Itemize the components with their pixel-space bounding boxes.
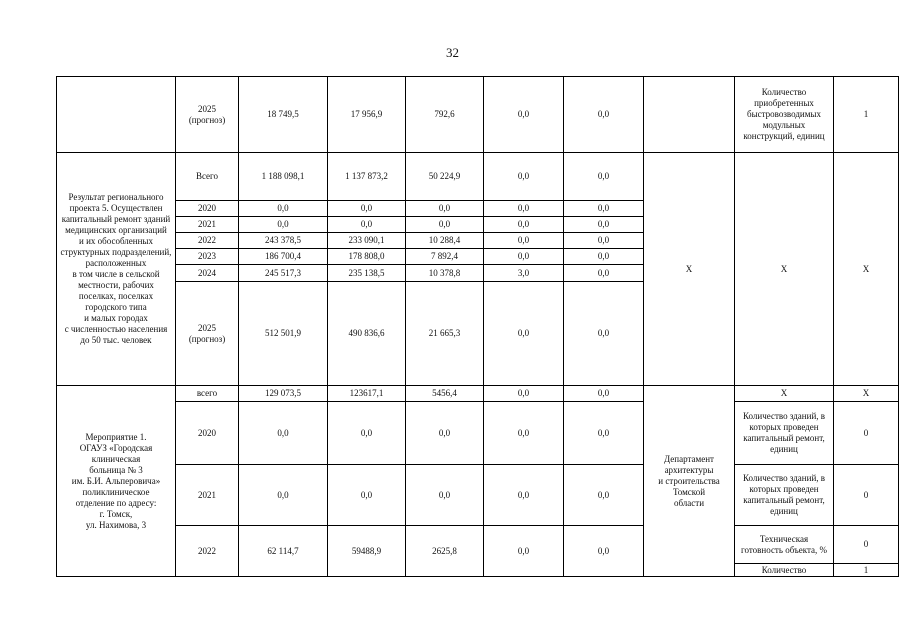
local-cell: 0,0 [484, 402, 564, 465]
table-row [57, 153, 899, 201]
local-cell: 3,0 [484, 265, 564, 282]
federal-cell: 0,0 [328, 402, 406, 465]
total-cell: 0,0 [239, 217, 328, 233]
total-cell: 0,0 [239, 201, 328, 217]
table-row [57, 465, 899, 526]
regional-cell: 10 378,8 [406, 265, 484, 282]
table-row [57, 402, 899, 465]
regional-cell: 0,0 [406, 402, 484, 465]
total-cell: 245 517,3 [239, 265, 328, 282]
period-cell: 2021 [176, 217, 239, 233]
regional-cell: 10 288,4 [406, 233, 484, 249]
local-cell: 0,0 [484, 465, 564, 526]
local-cell: 0,0 [484, 217, 564, 233]
extrabudget-cell: 0,0 [564, 77, 644, 153]
total-cell: 512 501,9 [239, 282, 328, 386]
local-cell: 0,0 [484, 249, 564, 265]
executor-cell [644, 77, 735, 153]
extrabudget-cell: 0,0 [564, 201, 644, 217]
local-cell: 0,0 [484, 233, 564, 249]
period-cell: 2025 (прогноз) [176, 77, 239, 153]
indicator-cell: Х [735, 153, 834, 386]
indicator-cell: Техническая готовность объекта, % [735, 526, 834, 564]
local-cell: 0,0 [484, 201, 564, 217]
extrabudget-cell: 0,0 [564, 233, 644, 249]
period-cell: 2025 (прогноз) [176, 282, 239, 386]
regional-cell: 0,0 [406, 465, 484, 526]
period-cell: Всего [176, 153, 239, 201]
indicator-value-cell: Х [834, 386, 899, 402]
regional-cell: 792,6 [406, 77, 484, 153]
local-cell: 0,0 [484, 386, 564, 402]
period-cell: 2020 [176, 201, 239, 217]
result-5-description: Результат регионального проекта 5. Осуществлен капитальный ремонт зданий медицинских организаций и их обособленных структурных подразделений, расположенных в том числе в сельской местности, рабочих поселках, поселках городского типа и малых городах с численностью населения до 50 тыс. человек [57, 153, 176, 386]
period-cell: 2023 [176, 249, 239, 265]
federal-cell: 1 137 873,2 [328, 153, 406, 201]
total-cell: 129 073,5 [239, 386, 328, 402]
description-cell [57, 77, 176, 153]
regional-cell: 0,0 [406, 217, 484, 233]
total-cell: 1 188 098,1 [239, 153, 328, 201]
period-cell: 2021 [176, 465, 239, 526]
indicator-value-cell: 0 [834, 526, 899, 564]
extrabudget-cell: 0,0 [564, 249, 644, 265]
table-row [57, 526, 899, 564]
federal-cell: 178 808,0 [328, 249, 406, 265]
total-cell: 0,0 [239, 465, 328, 526]
federal-cell: 490 836,6 [328, 282, 406, 386]
federal-cell: 235 138,5 [328, 265, 406, 282]
period-cell: 2022 [176, 526, 239, 577]
period-cell: 2020 [176, 402, 239, 465]
total-cell: 0,0 [239, 402, 328, 465]
federal-cell: 59488,9 [328, 526, 406, 577]
page-number: 32 [446, 45, 459, 60]
regional-cell: 7 892,4 [406, 249, 484, 265]
extrabudget-cell: 0,0 [564, 386, 644, 402]
local-cell: 0,0 [484, 282, 564, 386]
regional-cell: 21 665,3 [406, 282, 484, 386]
indicator-value-cell: 1 [834, 564, 899, 577]
indicator-cell: Количество зданий, в которых проведен капитальный ремонт, единиц [735, 402, 834, 465]
extrabudget-cell: 0,0 [564, 282, 644, 386]
indicator-value-cell: 0 [834, 465, 899, 526]
total-cell: 18 749,5 [239, 77, 328, 153]
local-cell: 0,0 [484, 77, 564, 153]
event-1-description: Мероприятие 1. ОГАУЗ «Городская клиническая больница № 3 им. Б.И. Альперовича» поликлиническое отделение по адресу: г. Томск, ул. Нахимова, 3 [57, 386, 176, 577]
local-cell: 0,0 [484, 153, 564, 201]
indicator-value-cell: Х [834, 153, 899, 386]
indicator-cell: Количество [735, 564, 834, 577]
period-cell: всего [176, 386, 239, 402]
local-cell: 0,0 [484, 526, 564, 577]
regional-cell: 50 224,9 [406, 153, 484, 201]
regional-cell: 2625,8 [406, 526, 484, 577]
total-cell: 186 700,4 [239, 249, 328, 265]
executor-cell: Департамент архитектуры и строительства Томской области [644, 386, 735, 577]
federal-cell: 123617,1 [328, 386, 406, 402]
extrabudget-cell: 0,0 [564, 265, 644, 282]
extrabudget-cell: 0,0 [564, 217, 644, 233]
federal-cell: 17 956,9 [328, 77, 406, 153]
period-cell: 2022 [176, 233, 239, 249]
indicator-cell: Количество приобретенных быстровозводимых модульных конструкций, единиц [735, 77, 834, 153]
total-cell: 62 114,7 [239, 526, 328, 577]
federal-cell: 0,0 [328, 465, 406, 526]
regional-cell: 0,0 [406, 201, 484, 217]
indicator-cell: Количество зданий, в которых проведен капитальный ремонт, единиц [735, 465, 834, 526]
federal-cell: 0,0 [328, 201, 406, 217]
budget-table [56, 76, 899, 577]
indicator-value-cell: 1 [834, 77, 899, 153]
executor-cell: Х [644, 153, 735, 386]
federal-cell: 233 090,1 [328, 233, 406, 249]
regional-cell: 5456,4 [406, 386, 484, 402]
indicator-cell: Х [735, 386, 834, 402]
indicator-value-cell: 0 [834, 402, 899, 465]
table-row [57, 77, 899, 153]
extrabudget-cell: 0,0 [564, 153, 644, 201]
federal-cell: 0,0 [328, 217, 406, 233]
total-cell: 243 378,5 [239, 233, 328, 249]
extrabudget-cell: 0,0 [564, 526, 644, 577]
extrabudget-cell: 0,0 [564, 402, 644, 465]
extrabudget-cell: 0,0 [564, 465, 644, 526]
table-row [57, 386, 899, 402]
period-cell: 2024 [176, 265, 239, 282]
